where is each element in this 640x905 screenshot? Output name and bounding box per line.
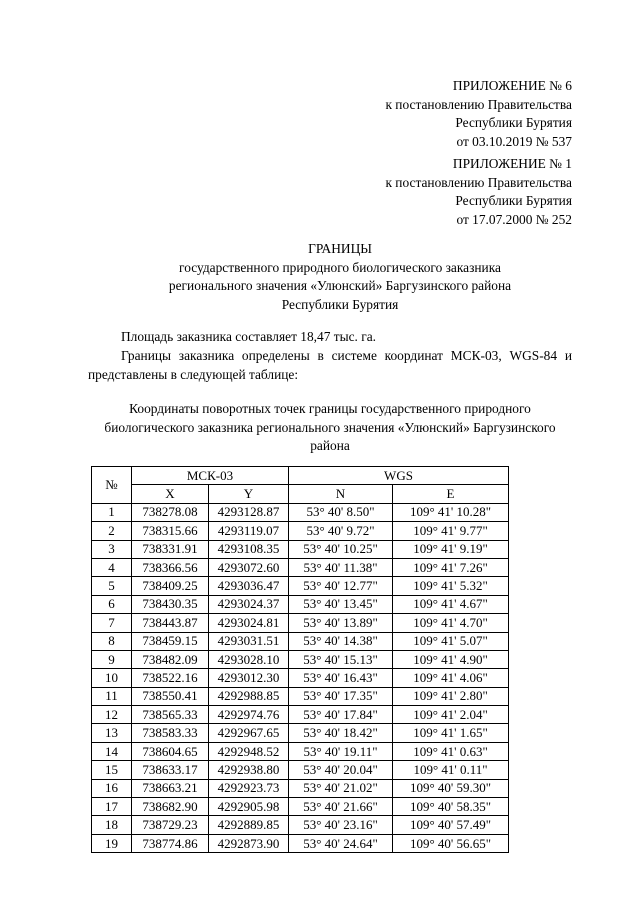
- header-x: X: [132, 485, 209, 503]
- header-n: N: [289, 485, 393, 503]
- cell-n: 53° 40' 17.35": [289, 687, 393, 705]
- cell-n: 53° 40' 19.11": [289, 742, 393, 760]
- cell-e: 109° 41' 4.06": [393, 669, 509, 687]
- cell-x: 738550.41: [132, 687, 209, 705]
- cell-e: 109° 41' 0.63": [393, 742, 509, 760]
- area-paragraph: Площадь заказника составляет 18,47 тыс. га.: [121, 329, 377, 344]
- cell-num: 8: [92, 632, 132, 650]
- cell-n: 53° 40' 23.16": [289, 816, 393, 834]
- cell-num: 7: [92, 614, 132, 632]
- cell-n: 53° 40' 13.45": [289, 595, 393, 613]
- cell-num: 18: [92, 816, 132, 834]
- table-row: [92, 595, 509, 613]
- table-row: [92, 558, 509, 576]
- cell-x: 738565.33: [132, 706, 209, 724]
- cell-n: 53° 40' 21.02": [289, 779, 393, 797]
- cell-y: 4292923.73: [209, 779, 289, 797]
- table-row: [92, 779, 509, 797]
- cell-y: 4292873.90: [209, 834, 289, 852]
- cell-n: 53° 40' 16.43": [289, 669, 393, 687]
- cell-x: 738443.87: [132, 614, 209, 632]
- cell-y: 4293128.87: [209, 503, 289, 521]
- cell-x: 738604.65: [132, 742, 209, 760]
- cell-x: 738430.35: [132, 595, 209, 613]
- table-body: [92, 503, 509, 852]
- cell-num: 4: [92, 558, 132, 576]
- cell-x: 738409.25: [132, 577, 209, 595]
- cell-x: 738522.16: [132, 669, 209, 687]
- cell-e: 109° 41' 5.07": [393, 632, 509, 650]
- cell-num: 15: [92, 761, 132, 779]
- table-row: [92, 540, 509, 558]
- cell-y: 4293031.51: [209, 632, 289, 650]
- table-caption: Координаты поворотных точек границы государственного природного биологического заказника регионального значения «Улюнский» Баргузинского района: [104, 401, 556, 454]
- appendix-current-line3: Республики Бурятия: [455, 115, 572, 131]
- header-y: Y: [209, 485, 289, 503]
- cell-num: 5: [92, 577, 132, 595]
- cell-y: 4293024.81: [209, 614, 289, 632]
- title-line4: Республики Бурятия: [281, 296, 399, 312]
- cell-e: 109° 40' 57.49": [393, 816, 509, 834]
- cell-n: 53° 40' 8.50": [289, 503, 393, 521]
- cell-e: 109° 40' 58.35": [393, 798, 509, 816]
- header-wgs: WGS: [289, 467, 509, 485]
- cell-n: 53° 40' 18.42": [289, 724, 393, 742]
- title-line3: регионального значения «Улюнский» Баргузинского района: [168, 278, 512, 294]
- table-row: [92, 522, 509, 540]
- coordinates-table: [91, 466, 509, 853]
- cell-x: 738663.21: [132, 779, 209, 797]
- table-row: [92, 669, 509, 687]
- cell-num: 16: [92, 779, 132, 797]
- cell-num: 12: [92, 706, 132, 724]
- cell-n: 53° 40' 24.64": [289, 834, 393, 852]
- header-num: №: [92, 467, 132, 504]
- cell-n: 53° 40' 21.66": [289, 798, 393, 816]
- cell-x: 738633.17: [132, 761, 209, 779]
- table-row: [92, 650, 509, 668]
- cell-e: 109° 41' 10.28": [393, 503, 509, 521]
- table-row: [92, 834, 509, 852]
- table-header: [92, 467, 509, 504]
- cell-e: 109° 41' 4.70": [393, 614, 509, 632]
- cell-x: 738331.91: [132, 540, 209, 558]
- cell-num: 11: [92, 687, 132, 705]
- cell-y: 4293024.37: [209, 595, 289, 613]
- cell-e: 109° 41' 0.11": [393, 761, 509, 779]
- cell-num: 2: [92, 522, 132, 540]
- cell-y: 4293119.07: [209, 522, 289, 540]
- header-e: E: [393, 485, 509, 503]
- appendix-original-line2: к постановлению Правительства: [385, 174, 572, 190]
- appendix-original-date: от 17.07.2000 № 252: [456, 211, 572, 227]
- cell-n: 53° 40' 20.04": [289, 761, 393, 779]
- cell-n: 53° 40' 9.72": [289, 522, 393, 540]
- cell-num: 3: [92, 540, 132, 558]
- cell-x: 738315.66: [132, 522, 209, 540]
- appendix-original-line3: Республики Бурятия: [455, 193, 572, 209]
- cell-y: 4292889.85: [209, 816, 289, 834]
- table-row: [92, 503, 509, 521]
- cell-e: 109° 41' 5.32": [393, 577, 509, 595]
- cell-x: 738366.56: [132, 558, 209, 576]
- cell-e: 109° 41' 1.65": [393, 724, 509, 742]
- table-row: [92, 761, 509, 779]
- cell-x: 738278.08: [132, 503, 209, 521]
- appendix-current-line2: к постановлению Правительства: [385, 96, 572, 112]
- cell-num: 9: [92, 650, 132, 668]
- appendix-original-title: ПРИЛОЖЕНИЕ № 1: [452, 156, 572, 171]
- cell-x: 738459.15: [132, 632, 209, 650]
- table-row: [92, 742, 509, 760]
- cell-y: 4293036.47: [209, 577, 289, 595]
- document-title: [90, 240, 590, 314]
- cell-e: 109° 41' 2.80": [393, 687, 509, 705]
- appendix-current-title: ПРИЛОЖЕНИЕ № 6: [452, 78, 572, 93]
- table-row: [92, 706, 509, 724]
- header-msk: МСК-03: [132, 467, 289, 485]
- title-line2: государственного природного биологического заказника: [179, 259, 501, 275]
- cell-e: 109° 41' 2.04": [393, 706, 509, 724]
- table-row: [92, 687, 509, 705]
- cell-num: 6: [92, 595, 132, 613]
- cell-y: 4293012.30: [209, 669, 289, 687]
- cell-y: 4293072.60: [209, 558, 289, 576]
- cell-e: 109° 41' 7.26": [393, 558, 509, 576]
- cell-x: 738482.09: [132, 650, 209, 668]
- cell-x: 738729.23: [132, 816, 209, 834]
- cell-num: 10: [92, 669, 132, 687]
- cell-y: 4293108.35: [209, 540, 289, 558]
- cell-y: 4292948.52: [209, 742, 289, 760]
- cell-num: 14: [92, 742, 132, 760]
- appendix-original: [385, 155, 572, 229]
- cell-num: 1: [92, 503, 132, 521]
- cell-e: 109° 40' 59.30": [393, 779, 509, 797]
- cell-n: 53° 40' 11.38": [289, 558, 393, 576]
- cell-e: 109° 40' 56.65": [393, 834, 509, 852]
- table-row: [92, 577, 509, 595]
- cell-n: 53° 40' 14.38": [289, 632, 393, 650]
- cell-y: 4292967.65: [209, 724, 289, 742]
- cell-num: 19: [92, 834, 132, 852]
- appendix-current: [385, 77, 572, 151]
- appendix-current-date: от 03.10.2019 № 537: [456, 133, 572, 149]
- cell-x: 738774.86: [132, 834, 209, 852]
- cell-n: 53° 40' 15.13": [289, 650, 393, 668]
- cell-n: 53° 40' 10.25": [289, 540, 393, 558]
- table-row: [92, 798, 509, 816]
- cell-num: 13: [92, 724, 132, 742]
- cell-e: 109° 41' 4.90": [393, 650, 509, 668]
- table-row: [92, 724, 509, 742]
- cell-n: 53° 40' 13.89": [289, 614, 393, 632]
- cell-e: 109° 41' 9.19": [393, 540, 509, 558]
- title-heading: ГРАНИЦЫ: [308, 241, 372, 256]
- cell-n: 53° 40' 12.77": [289, 577, 393, 595]
- table-row: [92, 632, 509, 650]
- cell-y: 4292974.76: [209, 706, 289, 724]
- cell-num: 17: [92, 798, 132, 816]
- cell-e: 109° 41' 4.67": [393, 595, 509, 613]
- cell-y: 4293028.10: [209, 650, 289, 668]
- table-row: [92, 614, 509, 632]
- cell-y: 4292988.85: [209, 687, 289, 705]
- cell-n: 53° 40' 17.84": [289, 706, 393, 724]
- cell-e: 109° 41' 9.77": [393, 522, 509, 540]
- cell-y: 4292938.80: [209, 761, 289, 779]
- borders-paragraph: Границы заказника определены в системе координат МСК-03, WGS-84 и представлены в следующей таблице:: [88, 348, 572, 382]
- table-row: [92, 816, 509, 834]
- cell-y: 4292905.98: [209, 798, 289, 816]
- cell-x: 738682.90: [132, 798, 209, 816]
- cell-x: 738583.33: [132, 724, 209, 742]
